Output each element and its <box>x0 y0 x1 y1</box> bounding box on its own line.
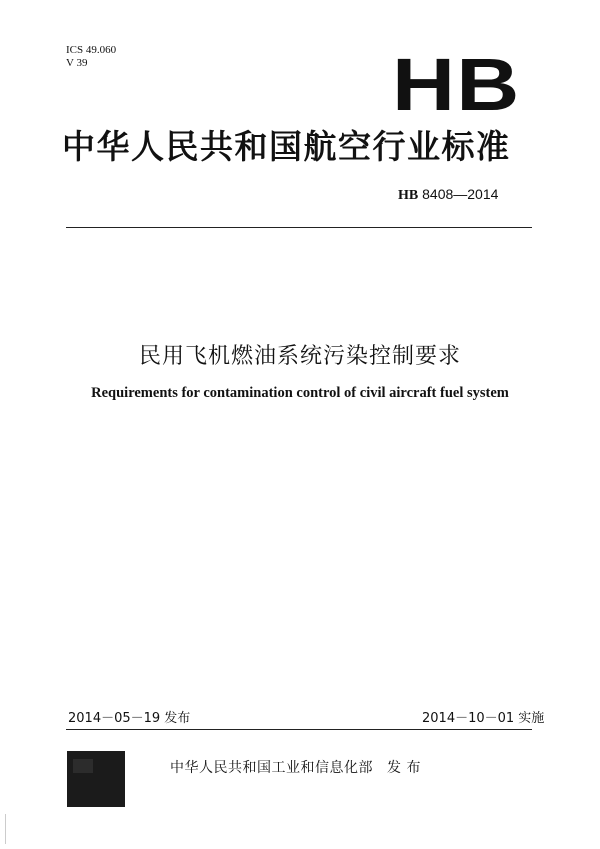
footer-divider <box>66 729 532 730</box>
standard-prefix: HB <box>398 188 419 203</box>
classification-codes <box>66 44 116 70</box>
scan-edge-mark <box>5 814 6 844</box>
publisher-name: 中华人民共和国工业和信息化部 <box>170 760 373 776</box>
anti-counterfeit-label <box>67 751 125 807</box>
publisher-action: 发 布 <box>387 760 421 776</box>
publish-date: 2014－05－19 发布 <box>68 711 191 726</box>
hb-logo: HB <box>392 43 521 126</box>
org-title: 中华人民共和国航空行业标准 <box>62 127 511 166</box>
ccs-code: V 39 <box>66 57 88 69</box>
document-title-english: Requirements for contamination control of civil aircraft fuel system <box>91 385 509 401</box>
document-title-chinese: 民用飞机燃油系统污染控制要求 <box>138 344 461 369</box>
label-pattern <box>73 759 93 773</box>
ics-code: ICS 49.060 <box>66 44 117 56</box>
standard-code: 8408—2014 <box>422 186 499 202</box>
implementation-date: 2014－10－01 实施 <box>422 711 545 726</box>
publisher <box>170 757 421 777</box>
standard-number <box>398 186 498 204</box>
header-divider <box>66 227 532 228</box>
